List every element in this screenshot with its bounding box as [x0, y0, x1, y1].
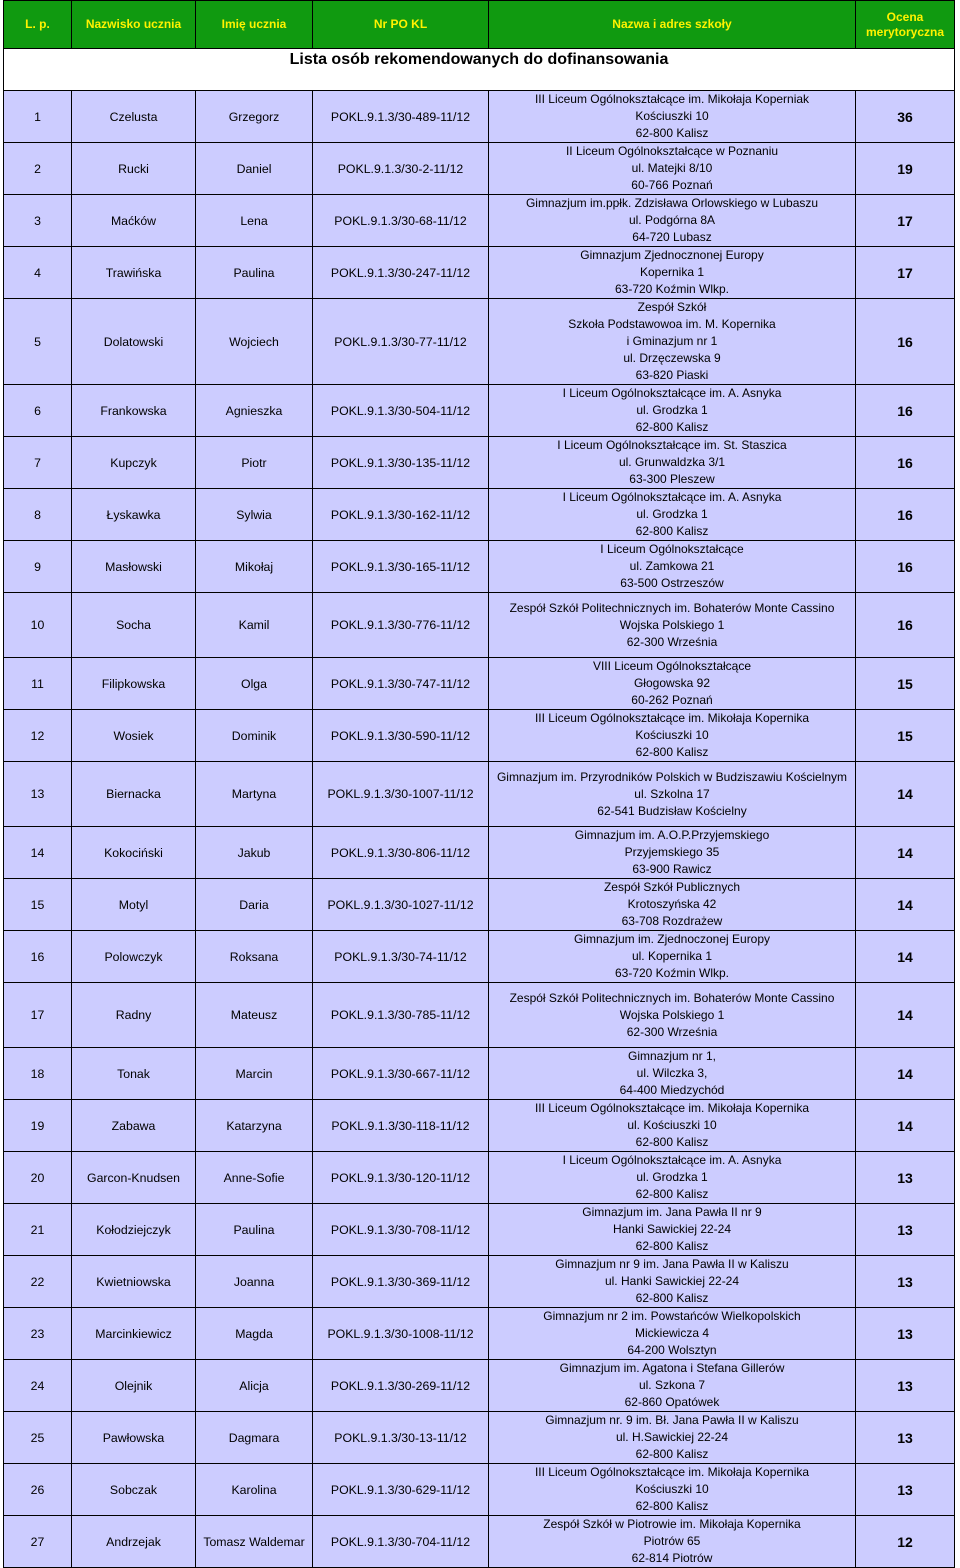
cell-score: 14 — [856, 762, 955, 827]
table-row — [4, 1308, 955, 1360]
cell-surname: Garcon-Knudsen — [72, 1152, 196, 1204]
cell-nr-po-kl: POKL.9.1.3/30-704-11/12 — [313, 1516, 489, 1568]
table-row — [4, 1100, 955, 1152]
school-line: ul. Hanki Sawickiej 22-24 — [604, 1274, 740, 1288]
school-line: VIII Liceum Ogólnokształcące — [592, 659, 752, 673]
school-line: Gimnazjum im. A.O.P.Przyjemskiego — [574, 828, 770, 842]
cell-score: 13 — [856, 1152, 955, 1204]
table-row — [4, 827, 955, 879]
school-line: Zespół Szkół w Piotrowie im. Mikołaja Kopernika — [543, 1517, 801, 1531]
cell-firstname: Dagmara — [196, 1412, 313, 1464]
cell-surname: Łyskawka — [72, 489, 196, 541]
cell-surname: Andrzejak — [72, 1516, 196, 1568]
cell-firstname: Alicja — [196, 1360, 313, 1412]
cell-nr-po-kl: POKL.9.1.3/30-13-11/12 — [313, 1412, 489, 1464]
cell-nr-po-kl: POKL.9.1.3/30-68-11/12 — [313, 195, 489, 247]
table-row — [4, 299, 955, 385]
school-line: 62-300 Września — [626, 1024, 718, 1039]
cell-score: 14 — [856, 983, 955, 1048]
school-line: Wojska Polskiego 1 — [619, 617, 725, 632]
cell-school — [489, 195, 856, 247]
table-row — [4, 1464, 955, 1516]
school-line: Gimnazjum im. Agatona i Stefana Gillerów — [559, 1361, 785, 1375]
school-line: 64-400 Miedzychód — [619, 1083, 725, 1097]
table-row — [4, 541, 955, 593]
cell-lp: 19 — [4, 1100, 72, 1152]
table-row — [4, 385, 955, 437]
cell-score: 14 — [856, 879, 955, 931]
cell-nr-po-kl: POKL.9.1.3/30-77-11/12 — [313, 299, 489, 385]
cell-nr-po-kl: POKL.9.1.3/30-165-11/12 — [313, 541, 489, 593]
cell-school — [489, 658, 856, 710]
cell-school — [489, 931, 856, 983]
school-line: 60-262 Poznań — [631, 693, 713, 707]
cell-nr-po-kl: POKL.9.1.3/30-1027-11/12 — [313, 879, 489, 931]
table-row — [4, 879, 955, 931]
school-line: I Liceum Ogólnokształcące im. St. Staszica — [557, 438, 787, 452]
cell-firstname: Sylwia — [196, 489, 313, 541]
cell-nr-po-kl: POKL.9.1.3/30-806-11/12 — [313, 827, 489, 879]
cell-nr-po-kl: POKL.9.1.3/30-629-11/12 — [313, 1464, 489, 1516]
school-line: II Liceum Ogólnokształcące w Poznaniu — [565, 144, 779, 158]
cell-nr-po-kl: POKL.9.1.3/30-247-11/12 — [313, 247, 489, 299]
cell-lp: 1 — [4, 91, 72, 143]
cell-lp: 22 — [4, 1256, 72, 1308]
cell-firstname: Kamil — [196, 593, 313, 658]
cell-school — [489, 1308, 856, 1360]
cell-surname: Radny — [72, 983, 196, 1048]
table-row — [4, 489, 955, 541]
cell-firstname: Roksana — [196, 931, 313, 983]
school-line: Kościuszki 10 — [635, 109, 709, 123]
cell-nr-po-kl: POKL.9.1.3/30-2-11/12 — [313, 143, 489, 195]
cell-school — [489, 247, 856, 299]
header-nr-po-kl: Nr PO KL — [313, 1, 489, 49]
table-row — [4, 91, 955, 143]
cell-firstname: Katarzyna — [196, 1100, 313, 1152]
table-row — [4, 931, 955, 983]
school-line: 63-900 Rawicz — [632, 862, 712, 876]
cell-nr-po-kl: POKL.9.1.3/30-369-11/12 — [313, 1256, 489, 1308]
school-line: Piotrów 65 — [643, 1534, 701, 1548]
cell-score: 36 — [856, 91, 955, 143]
school-line: III Liceum Ogólnokształcące im. Mikołaja Koperniak — [534, 92, 810, 106]
cell-lp: 12 — [4, 710, 72, 762]
cell-lp: 11 — [4, 658, 72, 710]
cell-school — [489, 1516, 856, 1568]
school-line: ul. Szkolna 17 — [634, 786, 710, 801]
school-line: 62-860 Opatówek — [624, 1395, 720, 1409]
cell-surname: Kupczyk — [72, 437, 196, 489]
cell-score: 14 — [856, 827, 955, 879]
school-line: ul. Szkona 7 — [638, 1378, 706, 1392]
cell-lp: 17 — [4, 983, 72, 1048]
school-line: Wojska Polskiego 1 — [619, 1007, 725, 1022]
cell-surname: Frankowska — [72, 385, 196, 437]
cell-lp: 4 — [4, 247, 72, 299]
cell-score: 13 — [856, 1464, 955, 1516]
cell-score: 13 — [856, 1204, 955, 1256]
cell-firstname: Marcin — [196, 1048, 313, 1100]
cell-school — [489, 1048, 856, 1100]
school-line: 62-814 Piotrów — [631, 1551, 713, 1565]
header-school: Nazwa i adres szkoły — [489, 1, 856, 49]
school-line: 62-800 Kalisz — [635, 1187, 709, 1201]
school-line: ul. H.Sawickiej 22-24 — [615, 1430, 729, 1444]
cell-lp: 3 — [4, 195, 72, 247]
school-line: ul. Kopernika 1 — [631, 949, 713, 963]
cell-lp: 10 — [4, 593, 72, 658]
cell-firstname: Anne-Sofie — [196, 1152, 313, 1204]
cell-surname: Kołodziejczyk — [72, 1204, 196, 1256]
cell-nr-po-kl: POKL.9.1.3/30-162-11/12 — [313, 489, 489, 541]
school-line: Hanki Sawickiej 22-24 — [612, 1222, 732, 1236]
school-line: 60-766 Poznań — [631, 178, 713, 192]
cell-firstname: Mateusz — [196, 983, 313, 1048]
school-line: Mickiewicza 4 — [634, 1326, 709, 1340]
cell-nr-po-kl: POKL.9.1.3/30-747-11/12 — [313, 658, 489, 710]
header-surname: Nazwisko ucznia — [72, 1, 196, 49]
cell-lp: 20 — [4, 1152, 72, 1204]
table-row — [4, 437, 955, 489]
cell-surname: Olejnik — [72, 1360, 196, 1412]
cell-firstname: Paulina — [196, 247, 313, 299]
table-row — [4, 1360, 955, 1412]
school-line: I Liceum Ogólnokształcące — [600, 542, 744, 556]
cell-score: 13 — [856, 1412, 955, 1464]
school-line: ul. Grunwaldzka 3/1 — [618, 455, 726, 469]
school-line: ul. Kościuszki 10 — [627, 1118, 717, 1132]
cell-lp: 2 — [4, 143, 72, 195]
cell-school — [489, 983, 856, 1048]
cell-surname: Rucki — [72, 143, 196, 195]
table-row — [4, 247, 955, 299]
school-line: ul. Zamkowa 21 — [629, 559, 715, 573]
school-line: 63-820 Piaski — [635, 368, 709, 382]
cell-firstname: Wojciech — [196, 299, 313, 385]
school-line: Gimnazjum im. Przyrodników Polskich w Budziszawiu Kościelnym — [496, 769, 848, 784]
school-line: 62-800 Kalisz — [635, 420, 709, 434]
school-line: 63-720 Koźmin Wlkp. — [614, 966, 730, 980]
table-row — [4, 1516, 955, 1568]
cell-firstname: Dominik — [196, 710, 313, 762]
cell-firstname: Karolina — [196, 1464, 313, 1516]
school-line: ul. Podgórna 8A — [628, 213, 716, 227]
school-line: 62-800 Kalisz — [635, 524, 709, 538]
cell-score: 16 — [856, 489, 955, 541]
list-title: Lista osób rekomendowanych do dofinansowania — [289, 50, 669, 68]
school-line: 63-720 Koźmin Wlkp. — [614, 282, 730, 296]
cell-nr-po-kl: POKL.9.1.3/30-118-11/12 — [313, 1100, 489, 1152]
school-line: ul. Grodzka 1 — [636, 1170, 708, 1184]
cell-lp: 26 — [4, 1464, 72, 1516]
school-line: ul. Grodzka 1 — [636, 403, 708, 417]
table-row — [4, 1204, 955, 1256]
school-line: 64-200 Wolsztyn — [627, 1343, 717, 1357]
school-line: ul. Grodzka 1 — [636, 507, 708, 521]
cell-school — [489, 593, 856, 658]
cell-nr-po-kl: POKL.9.1.3/30-74-11/12 — [313, 931, 489, 983]
cell-school — [489, 1152, 856, 1204]
cell-score: 16 — [856, 437, 955, 489]
cell-score: 13 — [856, 1360, 955, 1412]
school-line: 62-800 Kalisz — [635, 745, 709, 759]
school-line: Gimnazjum im. Zjednoczonej Europy — [573, 932, 771, 946]
school-line: Kościuszki 10 — [635, 1482, 709, 1496]
cell-school — [489, 1360, 856, 1412]
cell-surname: Zabawa — [72, 1100, 196, 1152]
school-line: Zespół Szkół Politechnicznych im. Bohaterów Monte Cassino — [509, 600, 835, 615]
cell-firstname: Joanna — [196, 1256, 313, 1308]
cell-nr-po-kl: POKL.9.1.3/30-776-11/12 — [313, 593, 489, 658]
cell-firstname: Mikołaj — [196, 541, 313, 593]
cell-surname: Sobczak — [72, 1464, 196, 1516]
cell-surname: Masłowski — [72, 541, 196, 593]
cell-score: 17 — [856, 195, 955, 247]
cell-school — [489, 1464, 856, 1516]
school-line: Gimnazjum im.ppłk. Zdzisława Orlowskiego w Lubaszu — [525, 196, 819, 210]
header-firstname: Imię ucznia — [196, 1, 313, 49]
cell-nr-po-kl: POKL.9.1.3/30-504-11/12 — [313, 385, 489, 437]
school-line: 62-800 Kalisz — [635, 1447, 709, 1461]
school-line: Szkoła Podstawowoa im. M. Kopernika — [568, 317, 776, 331]
cell-lp: 25 — [4, 1412, 72, 1464]
list-title-cell — [4, 49, 955, 91]
cell-firstname: Daria — [196, 879, 313, 931]
cell-school — [489, 1100, 856, 1152]
cell-school — [489, 1412, 856, 1464]
cell-score: 16 — [856, 385, 955, 437]
school-line: I Liceum Ogólnokształcące im. A. Asnyka — [562, 490, 782, 504]
cell-nr-po-kl: POKL.9.1.3/30-135-11/12 — [313, 437, 489, 489]
cell-surname: Socha — [72, 593, 196, 658]
cell-school — [489, 385, 856, 437]
cell-nr-po-kl: POKL.9.1.3/30-1008-11/12 — [313, 1308, 489, 1360]
cell-firstname: Grzegorz — [196, 91, 313, 143]
cell-school — [489, 143, 856, 195]
school-line: 62-800 Kalisz — [635, 1239, 709, 1253]
cell-score: 14 — [856, 931, 955, 983]
table-row — [4, 1412, 955, 1464]
cell-score: 14 — [856, 1048, 955, 1100]
spreadsheet — [3, 0, 956, 1568]
recommended-students-table — [3, 0, 955, 1568]
school-line: Gimnazjum im. Jana Pawła II nr 9 — [582, 1205, 762, 1219]
cell-firstname: Piotr — [196, 437, 313, 489]
cell-firstname: Magda — [196, 1308, 313, 1360]
school-line: 62-800 Kalisz — [635, 126, 709, 140]
school-line: Kościuszki 10 — [635, 728, 709, 742]
school-line: 63-300 Pleszew — [629, 472, 715, 486]
cell-score: 14 — [856, 1100, 955, 1152]
cell-surname: Kokociński — [72, 827, 196, 879]
cell-lp: 7 — [4, 437, 72, 489]
school-line: 62-800 Kalisz — [635, 1291, 709, 1305]
table-row — [4, 658, 955, 710]
cell-surname: Maćków — [72, 195, 196, 247]
cell-lp: 15 — [4, 879, 72, 931]
header-lp: L. p. — [4, 1, 72, 49]
cell-lp: 14 — [4, 827, 72, 879]
cell-school — [489, 827, 856, 879]
cell-nr-po-kl: POKL.9.1.3/30-269-11/12 — [313, 1360, 489, 1412]
school-line: Gimnazjum nr 2 im. Powstańców Wielkopolskich — [543, 1309, 801, 1323]
cell-nr-po-kl: POKL.9.1.3/30-590-11/12 — [313, 710, 489, 762]
school-line: I Liceum Ogólnokształcące im. A. Asnyka — [562, 1153, 782, 1167]
school-line: 62-800 Kalisz — [635, 1135, 709, 1149]
cell-nr-po-kl: POKL.9.1.3/30-708-11/12 — [313, 1204, 489, 1256]
cell-nr-po-kl: POKL.9.1.3/30-667-11/12 — [313, 1048, 489, 1100]
school-line: III Liceum Ogólnokształcące im. Mikołaja Kopernika — [534, 711, 810, 725]
school-line: Kopernika 1 — [639, 265, 705, 279]
cell-school — [489, 437, 856, 489]
school-line: Zespół Szkół Politechnicznych im. Bohaterów Monte Cassino — [509, 990, 835, 1005]
title-row — [4, 49, 955, 91]
school-line: I Liceum Ogólnokształcące im. A. Asnyka — [562, 386, 782, 400]
cell-school — [489, 541, 856, 593]
header-grade: Ocena merytoryczna — [856, 1, 955, 49]
header-row — [4, 1, 955, 49]
cell-school — [489, 91, 856, 143]
cell-surname: Pawłowska — [72, 1412, 196, 1464]
school-line: Gimnazjum nr 9 im. Jana Pawła II w Kaliszu — [555, 1257, 789, 1271]
cell-surname: Wosiek — [72, 710, 196, 762]
school-line: i Gminazjum nr 1 — [626, 334, 718, 348]
school-line: Zespół Szkół — [637, 300, 707, 314]
cell-score: 13 — [856, 1256, 955, 1308]
cell-lp: 8 — [4, 489, 72, 541]
cell-firstname: Lena — [196, 195, 313, 247]
cell-firstname: Jakub — [196, 827, 313, 879]
cell-nr-po-kl: POKL.9.1.3/30-489-11/12 — [313, 91, 489, 143]
cell-surname: Biernacka — [72, 762, 196, 827]
cell-firstname: Martyna — [196, 762, 313, 827]
school-line: ul. Wilczka 3, — [636, 1066, 708, 1080]
cell-lp: 24 — [4, 1360, 72, 1412]
cell-score: 16 — [856, 541, 955, 593]
cell-lp: 6 — [4, 385, 72, 437]
school-line: Gimnazjum Zjednocznonej Europy — [580, 248, 764, 262]
cell-surname: Czelusta — [72, 91, 196, 143]
school-line: Zespół Szkół Publicznych — [603, 880, 741, 894]
cell-lp: 18 — [4, 1048, 72, 1100]
cell-surname: Kwietniowska — [72, 1256, 196, 1308]
cell-score: 16 — [856, 299, 955, 385]
cell-school — [489, 489, 856, 541]
school-line: Głogowska 92 — [633, 676, 711, 690]
school-line: 64-720 Lubasz — [632, 230, 712, 244]
school-line: Gimnazjum nr 1, — [627, 1049, 717, 1063]
table-row — [4, 195, 955, 247]
cell-score: 12 — [856, 1516, 955, 1568]
cell-firstname: Agnieszka — [196, 385, 313, 437]
table-row — [4, 1048, 955, 1100]
cell-school — [489, 299, 856, 385]
school-line: Gimnazjum nr. 9 im. Bł. Jana Pawła II w Kaliszu — [545, 1413, 799, 1427]
school-line: III Liceum Ogólnokształcące im. Mikołaja Kopernika — [534, 1101, 810, 1115]
cell-school — [489, 762, 856, 827]
cell-score: 13 — [856, 1308, 955, 1360]
cell-firstname: Tomasz Waldemar — [196, 1516, 313, 1568]
table-row — [4, 143, 955, 195]
table-row — [4, 1152, 955, 1204]
school-line: III Liceum Ogólnokształcące im. Mikołaja Kopernika — [534, 1465, 810, 1479]
cell-school — [489, 879, 856, 931]
school-line: 62-800 Kalisz — [635, 1499, 709, 1513]
school-line: 62-541 Budzisław Kościelny — [597, 803, 747, 818]
cell-score: 15 — [856, 658, 955, 710]
table-row — [4, 710, 955, 762]
cell-school — [489, 1204, 856, 1256]
cell-score: 15 — [856, 710, 955, 762]
cell-lp: 21 — [4, 1204, 72, 1256]
cell-surname: Dolatowski — [72, 299, 196, 385]
cell-firstname: Olga — [196, 658, 313, 710]
table-row — [4, 762, 955, 827]
cell-lp: 27 — [4, 1516, 72, 1568]
cell-school — [489, 710, 856, 762]
cell-surname: Tonak — [72, 1048, 196, 1100]
cell-nr-po-kl: POKL.9.1.3/30-1007-11/12 — [313, 762, 489, 827]
cell-lp: 9 — [4, 541, 72, 593]
cell-lp: 16 — [4, 931, 72, 983]
school-line: ul. Drzęczewska 9 — [623, 351, 721, 365]
table-row — [4, 1256, 955, 1308]
cell-nr-po-kl: POKL.9.1.3/30-785-11/12 — [313, 983, 489, 1048]
cell-school — [489, 1256, 856, 1308]
cell-score: 17 — [856, 247, 955, 299]
cell-surname: Marcinkiewicz — [72, 1308, 196, 1360]
cell-score: 16 — [856, 593, 955, 658]
school-line: ul. Matejki 8/10 — [631, 161, 713, 175]
cell-surname: Polowczyk — [72, 931, 196, 983]
cell-surname: Filipkowska — [72, 658, 196, 710]
cell-surname: Trawińska — [72, 247, 196, 299]
cell-nr-po-kl: POKL.9.1.3/30-120-11/12 — [313, 1152, 489, 1204]
school-line: 63-500 Ostrzeszów — [620, 576, 724, 590]
table-row — [4, 983, 955, 1048]
cell-lp: 13 — [4, 762, 72, 827]
cell-lp: 23 — [4, 1308, 72, 1360]
school-line: Krotoszyńska 42 — [627, 897, 717, 911]
school-line: Przyjemskiego 35 — [624, 845, 720, 859]
table-row — [4, 593, 955, 658]
school-line: 62-300 Września — [626, 634, 718, 649]
cell-surname: Motyl — [72, 879, 196, 931]
cell-lp: 5 — [4, 299, 72, 385]
cell-score: 19 — [856, 143, 955, 195]
school-line: 63-708 Rozdrażew — [621, 914, 723, 928]
cell-firstname: Paulina — [196, 1204, 313, 1256]
cell-firstname: Daniel — [196, 143, 313, 195]
